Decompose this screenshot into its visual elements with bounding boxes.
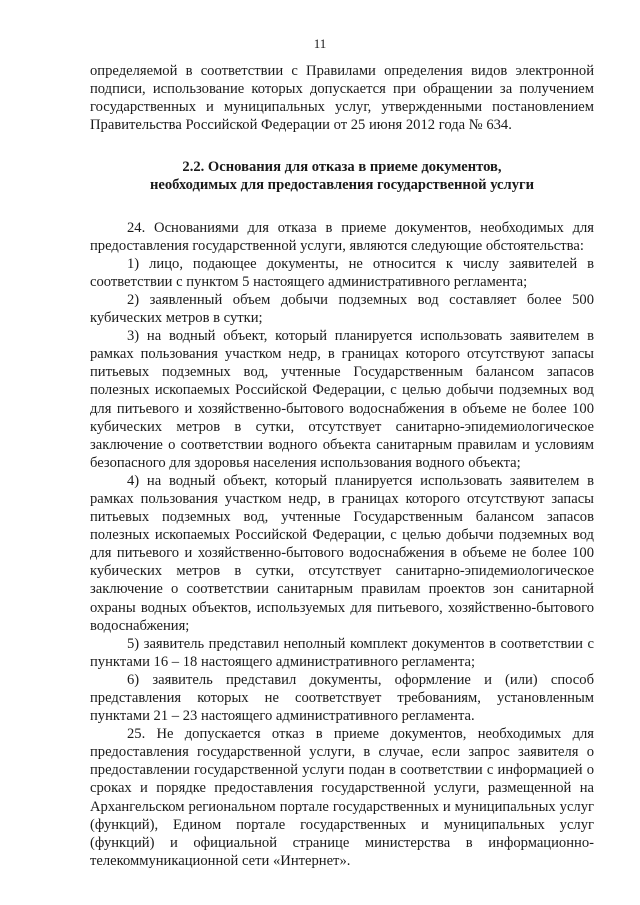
- list-item-6: 6) заявитель представил документы, оформление и (или) способ представления которых не соответствует требованиям, установленным пунктами 21 – 23 настоящего административного регламента.: [90, 671, 594, 725]
- section-heading-line-2: необходимых для предоставления государственной услуги: [149, 177, 535, 194]
- paragraph-24: 24. Основаниями для отказа в приеме документов, необходимых для предоставления государственной услуги, являются следующие обстоятельства:: [90, 219, 594, 254]
- list-item-4: 4) на водный объект, который планируется использовать заявителем в рамках пользования участком недр, в границах которого отсутствуют запасы питьевых подземных вод, учтенные Государственным балансом запасов полезных ископаемых Российской Федерации, с целью добычи подземных вод для питьевого и хозяйственно-бытового водоснабжения в объеме не более 100 кубических метров в сутки, отсутствует санитарно-эпидемиологическое заключение о соответствии санитарным правилам проектов зон санитарной охраны водных объектов, используемых для питьевого, хозяйственно-бытового водоснабжения;: [90, 472, 594, 634]
- list-item-5: 5) заявитель представил неполный комплект документов в соответствии с пунктами 16 – 18 настоящего административного регламента;: [90, 635, 594, 670]
- section-heading: [90, 158, 594, 194]
- list-item-2: 2) заявленный объем добычи подземных вод составляет более 500 кубических метров в сутки;: [90, 291, 594, 327]
- list-item-3: 3) на водный объект, который планируется использовать заявителем в рамках пользования участком недр, в границах которого отсутствуют запасы питьевых подземных вод, учтенные Государственным балансом запасов полезных ископаемых Российской Федерации, с целью добычи подземных вод для питьевого и хозяйственно-бытового водоснабжения в объеме не более 100 кубических метров в сутки, отсутствует санитарно-эпидемиологическое заключение о соответствии водного объекта санитарным правилам и условиям безопасного для здоровья населения использования водного объекта;: [90, 328, 594, 471]
- list-item-1: 1) лицо, подающее документы, не относится к числу заявителей в соответствии с пунктом 5 настоящего административного регламента;: [90, 255, 594, 290]
- paragraph-25: 25. Не допускается отказ в приеме документов, необходимых для предоставления государственной услуги, в случае, если запрос заявителя о предоставлении государственной услуги подан в соответствии с информацией о сроках и порядке предоставления государственной услуги, размещенной на Архангельском региональном портале государственных и муниципальных услуг (функций), Едином портале государственных и муниципальных услуг (функций) и официальной странице министерства в информационно-телекоммуникационной сети «Интернет».: [90, 726, 594, 869]
- document-body: [90, 62, 594, 870]
- section-heading-line-1: 2.2. Основания для отказа в приеме документов,: [182, 159, 502, 176]
- page-number: 11: [313, 36, 327, 51]
- intro-paragraph: определяемой в соответствии с Правилами определения видов электронной подписи, использование которых допускается при обращении за получением государственных и муниципальных услуг, утвержденными постановлением Правительства Российской Федерации от 25 июня 2012 года № 634.: [90, 63, 594, 134]
